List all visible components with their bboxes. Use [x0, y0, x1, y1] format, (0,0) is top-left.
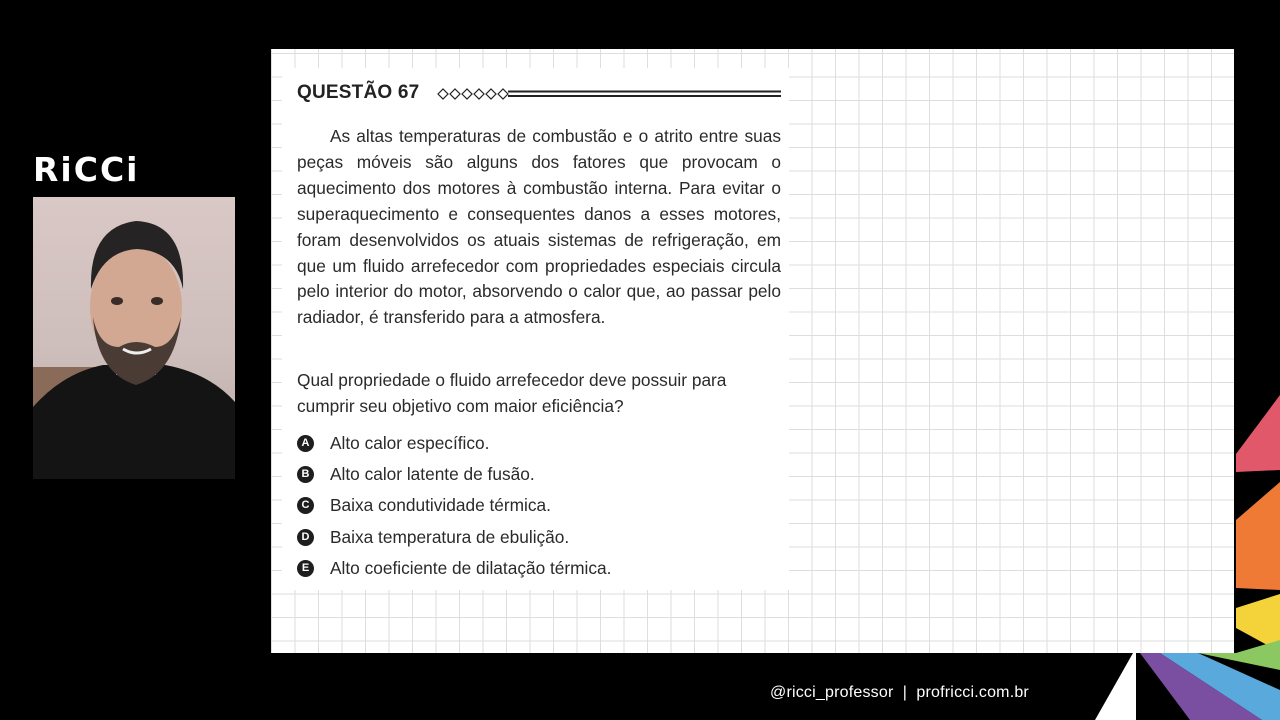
option-text: Alto coeficiente de dilatação térmica.: [330, 557, 612, 578]
option-b[interactable]: [297, 462, 535, 486]
option-d[interactable]: [297, 525, 569, 549]
option-letter-badge: D: [297, 529, 314, 546]
question-prompt: Qual propriedade o fluido arrefecedor deve possuir para cumprir seu objetivo com maior eficiência?: [297, 370, 727, 416]
question-title: QUESTÃO 67: [297, 82, 420, 103]
option-text: Alto calor latente de fusão.: [330, 463, 535, 484]
option-letter-badge: C: [297, 497, 314, 514]
option-a[interactable]: [297, 431, 489, 455]
question-text: As altas temperaturas de combustão e o atrito entre suas peças móveis são alguns dos fatores que provocam o aquecimento dos motores à combustão interna. Para evitar o superaquecimento e consequentes danos a esses motores, foram desenvolvidos os atuais sistemas de refrigeração, em que um fluido arrefecedor com propriedades especiais circula pelo interior do motor, absorvendo o calor que, ao passar pelo radiador, é transferido para a atmosfera.: [297, 126, 781, 328]
option-text: Baixa condutividade térmica.: [330, 494, 551, 515]
option-text: Alto calor específico.: [330, 432, 490, 453]
option-letter-badge: A: [297, 435, 314, 452]
option-letter-badge: B: [297, 466, 314, 483]
option-c[interactable]: [297, 493, 551, 517]
title-divider: [436, 86, 782, 102]
brand-logo: RiCCi: [33, 150, 140, 189]
option-letter-badge: E: [297, 560, 314, 577]
webcam-video: [33, 197, 235, 479]
option-text: Baixa temperatura de ebulição.: [330, 526, 570, 547]
option-e[interactable]: [297, 556, 611, 580]
footer-social-links[interactable]: @ricci_professor | profricci.com.br: [770, 684, 1029, 701]
